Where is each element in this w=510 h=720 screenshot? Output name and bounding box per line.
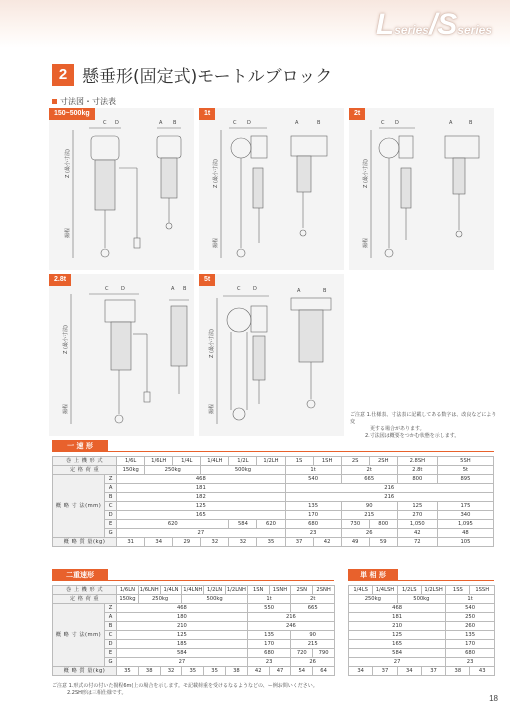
svg-text:D: D xyxy=(395,120,399,126)
drawing-tag: 1t xyxy=(199,108,215,120)
drawing-notes: ご注意 1.仕様表、寸法表に記載してある数字は、改良などにより変 更する場合があります。 2.寸法図は概要をつかむ状態を示します。 xyxy=(350,412,497,439)
svg-text:D: D xyxy=(121,286,125,292)
drawing-2-8t xyxy=(49,274,194,436)
svg-text:揚程: 揚程 xyxy=(213,237,219,248)
svg-text:Z (最小寸法): Z (最小寸法) xyxy=(65,149,71,178)
section-number-badge: 2 xyxy=(52,64,74,86)
table1-heading: 一 速 形 xyxy=(52,440,108,452)
table2-heading: 二重速形 xyxy=(52,569,108,581)
table-row: 468 540 xyxy=(349,604,495,613)
svg-text:B: B xyxy=(469,120,473,126)
drawing-tag: 2t xyxy=(349,108,365,120)
table-footnotes: ご注意 1.形式の付の付いた揚程6m(上の場合を示します。モ記載荷重を受けるなるようなどの、ー例お問いください。 2.2SH形は三相仕様です。 xyxy=(52,683,318,696)
table-double-speed xyxy=(52,585,335,676)
svg-text:揚程: 揚程 xyxy=(63,403,69,414)
table-row: 定 格 荷 重 150kg 250kg 500kg 1t 2t 2.8t 5t xyxy=(53,466,494,475)
hoist-drawing-svg xyxy=(199,108,344,270)
table-row: 巻 上 機 形 式 1/6L 1/6LH 1/4L 1/4LH 1/2L 1/2LH 1S 1SH 2S 2SH 2.8SH 5SH xyxy=(53,457,494,466)
table-row: B 182 216 xyxy=(53,493,494,502)
table-row: B 210 246 xyxy=(53,622,335,631)
table-row: 概 略 質 量(kg) 35 38 32 35 35 38 42 47 54 64 xyxy=(53,667,335,676)
svg-text:A: A xyxy=(159,120,163,126)
svg-text:B: B xyxy=(323,288,327,294)
page-title-block xyxy=(52,62,332,87)
table1-heading-line xyxy=(52,451,494,452)
table-row: D 165 170 215 270 340 xyxy=(53,511,494,520)
table-row: 584 680 xyxy=(349,649,495,658)
table-row: A 181 216 xyxy=(53,484,494,493)
table-row: G 27 23 26 42 48 xyxy=(53,529,494,538)
svg-text:A: A xyxy=(171,286,175,292)
table-row: 概 略 寸 法(mm) Z 468 550 665 xyxy=(53,604,335,613)
table-row: 巻 上 機 形 式 1/6LN 1/6LNH 1/4LN 1/4LNH 1/2LN 1/2LNH 1SN 1SNH 2SN 2SNH xyxy=(53,586,335,595)
table-row: A 180 216 xyxy=(53,613,335,622)
svg-text:Z (最小寸法): Z (最小寸法) xyxy=(63,325,69,354)
table-row: 27 23 xyxy=(349,658,495,667)
table-row: 181 250 xyxy=(349,613,495,622)
drawing-tag: 2.8t xyxy=(49,274,71,286)
table-single-phase xyxy=(348,585,495,676)
table-row: C 125 135 90 125 175 xyxy=(53,502,494,511)
svg-text:A: A xyxy=(297,288,301,294)
svg-text:揚程: 揚程 xyxy=(65,227,71,238)
drawing-5t xyxy=(199,274,344,436)
svg-text:A: A xyxy=(295,120,299,126)
table-row: 250kg 500kg 1t xyxy=(349,595,495,604)
table-row: G 27 23 26 xyxy=(53,658,335,667)
table-row: 定 格 荷 重 150kg 250kg 500kg 1t 2t xyxy=(53,595,335,604)
hoist-drawing-svg xyxy=(199,274,344,436)
svg-text:D: D xyxy=(247,120,251,126)
svg-text:Z (最小寸法): Z (最小寸法) xyxy=(209,329,215,358)
table-single-speed xyxy=(52,456,494,547)
drawing-1t xyxy=(199,108,344,270)
hoist-drawing-svg xyxy=(49,274,194,436)
drawing-tag: 150~500kg xyxy=(49,108,95,120)
svg-text:C: C xyxy=(233,120,237,126)
svg-text:揚程: 揚程 xyxy=(209,403,215,414)
drawing-tag: 5t xyxy=(199,274,215,286)
table-row: 概 略 寸 法(mm) Z 468 540 665 800 895 xyxy=(53,475,494,484)
svg-text:Z (最小寸法): Z (最小寸法) xyxy=(363,159,369,188)
table-row: E 584 680 720 790 xyxy=(53,649,335,658)
drawing-2t xyxy=(349,108,494,270)
svg-text:C: C xyxy=(237,286,241,292)
svg-text:B: B xyxy=(317,120,321,126)
svg-text:Z (最小寸法): Z (最小寸法) xyxy=(213,159,219,188)
page-number: 18 xyxy=(489,694,498,703)
hoist-drawing-svg xyxy=(49,108,194,270)
table-row: 125 135 xyxy=(349,631,495,640)
svg-text:C: C xyxy=(103,120,107,126)
section-label: 寸法図・寸法表 xyxy=(52,96,116,107)
svg-text:C: C xyxy=(105,286,109,292)
series-logo: Lseries/Sseries xyxy=(375,8,492,41)
table-row: 34 37 34 37 38 43 xyxy=(349,667,495,676)
svg-text:A: A xyxy=(449,120,453,126)
svg-text:D: D xyxy=(115,120,119,126)
table-row: 165 170 xyxy=(349,640,495,649)
page-title: 懸垂形(固定式)モートルブロック xyxy=(82,67,333,87)
hoist-drawing-svg xyxy=(349,108,494,270)
table-row: C 125 135 90 xyxy=(53,631,335,640)
table3-heading: 単 相 形 xyxy=(348,569,398,581)
svg-text:B: B xyxy=(173,120,177,126)
drawing-150-500kg xyxy=(49,108,194,270)
table-row: 1/4LS 1/4LSH 1/2LS 1/2LSH 1SS 1SSH xyxy=(349,586,495,595)
bullet-square-icon xyxy=(52,99,57,104)
table-row: E 620 584 620 680 730 800 1,050 1,095 xyxy=(53,520,494,529)
svg-text:B: B xyxy=(183,286,187,292)
table-row: 概 略 質 量(kg) 31 34 29 32 32 35 37 42 49 59 72 105 xyxy=(53,538,494,547)
svg-text:揚程: 揚程 xyxy=(363,237,369,248)
svg-text:D: D xyxy=(253,286,257,292)
table-row: 210 260 xyxy=(349,622,495,631)
table-row: D 185 170 215 xyxy=(53,640,335,649)
svg-text:C: C xyxy=(381,120,385,126)
